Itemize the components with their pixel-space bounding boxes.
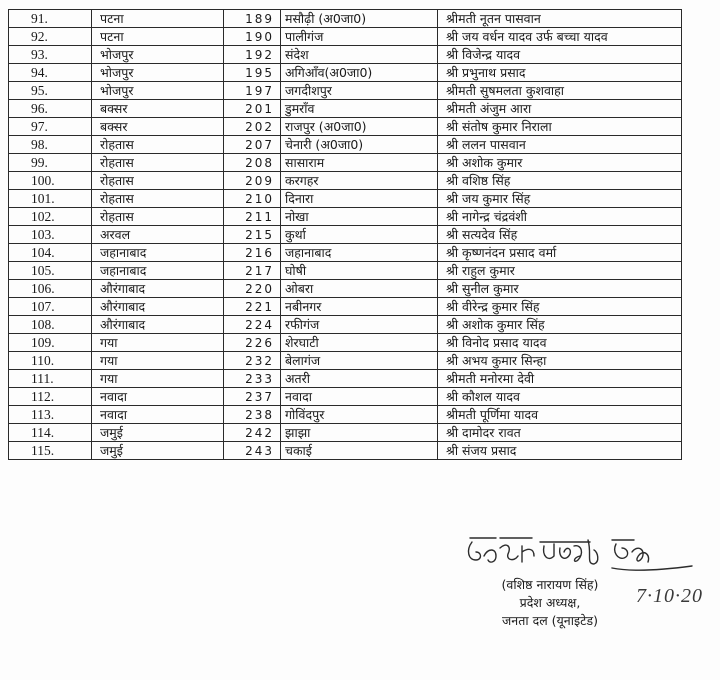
constituency-number-cell: 224 xyxy=(224,316,281,334)
candidate-name-cell: श्रीमती अंजुम आरा xyxy=(438,100,682,118)
constituency-number-cell: 209 xyxy=(224,172,281,190)
constituency-number-cell: 221 xyxy=(224,298,281,316)
district-cell: भोजपुर xyxy=(92,82,224,100)
constituency-name-cell: चेनारी (अ0जा0) xyxy=(281,136,438,154)
district-cell: गया xyxy=(92,352,224,370)
signature-block xyxy=(440,530,720,660)
table-row xyxy=(9,46,682,64)
table-row xyxy=(9,244,682,262)
signature-date: 7·10·20 xyxy=(636,585,703,607)
table-row xyxy=(9,262,682,280)
handwritten-signature xyxy=(462,530,712,582)
candidate-name-cell: श्री प्रभुनाथ प्रसाद xyxy=(438,64,682,82)
constituency-name-cell: अतरी xyxy=(281,370,438,388)
candidate-name-cell: श्री विनोद प्रसाद यादव xyxy=(438,334,682,352)
constituency-number-cell: 243 xyxy=(224,442,281,460)
table-row xyxy=(9,370,682,388)
serial-number-cell: 94. xyxy=(9,64,92,82)
district-cell: रोहतास xyxy=(92,208,224,226)
constituency-number-cell: 215 xyxy=(224,226,281,244)
serial-number-cell: 100. xyxy=(9,172,92,190)
candidate-name-cell: श्री ललन पासवान xyxy=(438,136,682,154)
serial-number-cell: 105. xyxy=(9,262,92,280)
district-cell: भोजपुर xyxy=(92,46,224,64)
constituency-name-cell: गोविंदपुर xyxy=(281,406,438,424)
serial-number-cell: 104. xyxy=(9,244,92,262)
table-row xyxy=(9,136,682,154)
district-cell: नवादा xyxy=(92,406,224,424)
signatory-name: (वशिष्ठ नारायण सिंह) xyxy=(501,577,599,592)
table-row xyxy=(9,100,682,118)
table-row xyxy=(9,64,682,82)
district-cell: औरंगाबाद xyxy=(92,298,224,316)
constituency-name-cell: शेरघाटी xyxy=(281,334,438,352)
district-cell: गया xyxy=(92,334,224,352)
serial-number-cell: 101. xyxy=(9,190,92,208)
constituency-name-cell: मसौढ़ी (अ0जा0) xyxy=(281,10,438,28)
serial-number-cell: 98. xyxy=(9,136,92,154)
constituency-name-cell: कुर्था xyxy=(281,226,438,244)
constituency-number-cell: 217 xyxy=(224,262,281,280)
constituency-name-cell: करगहर xyxy=(281,172,438,190)
district-cell: रोहतास xyxy=(92,136,224,154)
constituency-name-cell: राजपुर (अ0जा0) xyxy=(281,118,438,136)
candidate-name-cell: श्री अभय कुमार सिन्हा xyxy=(438,352,682,370)
constituency-name-cell: दिनारा xyxy=(281,190,438,208)
serial-number-cell: 93. xyxy=(9,46,92,64)
candidate-name-cell: श्रीमती पूर्णिमा यादव xyxy=(438,406,682,424)
candidate-name-cell: श्री अशोक कुमार सिंह xyxy=(438,316,682,334)
serial-number-cell: 109. xyxy=(9,334,92,352)
district-cell: पटना xyxy=(92,28,224,46)
constituency-number-cell: 192 xyxy=(224,46,281,64)
table-row xyxy=(9,208,682,226)
constituency-name-cell: चकाई xyxy=(281,442,438,460)
table-row xyxy=(9,82,682,100)
signatory-party: जनता दल (यूनाइटेड) xyxy=(502,613,598,628)
constituency-number-cell: 197 xyxy=(224,82,281,100)
candidate-name-cell: श्री संतोष कुमार निराला xyxy=(438,118,682,136)
serial-number-cell: 110. xyxy=(9,352,92,370)
serial-number-cell: 95. xyxy=(9,82,92,100)
serial-number-cell: 114. xyxy=(9,424,92,442)
constituency-number-cell: 189 xyxy=(224,10,281,28)
district-cell: रोहतास xyxy=(92,154,224,172)
district-cell: रोहतास xyxy=(92,172,224,190)
candidate-name-cell: श्री अशोक कुमार xyxy=(438,154,682,172)
district-cell: बक्सर xyxy=(92,100,224,118)
table-row xyxy=(9,118,682,136)
table-row xyxy=(9,442,682,460)
constituency-name-cell: अगिआँव(अ0जा0) xyxy=(281,64,438,82)
serial-number-cell: 107. xyxy=(9,298,92,316)
constituency-number-cell: 211 xyxy=(224,208,281,226)
candidate-name-cell: श्री राहुल कुमार xyxy=(438,262,682,280)
district-cell: अरवल xyxy=(92,226,224,244)
table-row xyxy=(9,190,682,208)
table-row xyxy=(9,406,682,424)
district-cell: औरंगाबाद xyxy=(92,280,224,298)
table-row xyxy=(9,424,682,442)
constituency-name-cell: डुमराँव xyxy=(281,100,438,118)
constituency-name-cell: नोखा xyxy=(281,208,438,226)
district-cell: पटना xyxy=(92,10,224,28)
constituency-name-cell: रफीगंज xyxy=(281,316,438,334)
constituency-number-cell: 190 xyxy=(224,28,281,46)
table-row xyxy=(9,226,682,244)
candidate-name-cell: श्री कौशल यादव xyxy=(438,388,682,406)
constituency-name-cell: संदेश xyxy=(281,46,438,64)
candidate-name-cell: श्रीमती नूतन पासवान xyxy=(438,10,682,28)
candidate-name-cell: श्री जय वर्धन यादव उर्फ बच्चा यादव xyxy=(438,28,682,46)
serial-number-cell: 91. xyxy=(9,10,92,28)
serial-number-cell: 115. xyxy=(9,442,92,460)
district-cell: जहानाबाद xyxy=(92,262,224,280)
constituency-name-cell: सासाराम xyxy=(281,154,438,172)
candidate-name-cell: श्री सुनील कुमार xyxy=(438,280,682,298)
candidate-table-body xyxy=(9,10,682,460)
serial-number-cell: 102. xyxy=(9,208,92,226)
district-cell: जहानाबाद xyxy=(92,244,224,262)
constituency-number-cell: 208 xyxy=(224,154,281,172)
serial-number-cell: 112. xyxy=(9,388,92,406)
serial-number-cell: 97. xyxy=(9,118,92,136)
constituency-number-cell: 210 xyxy=(224,190,281,208)
table-row xyxy=(9,172,682,190)
constituency-name-cell: जहानाबाद xyxy=(281,244,438,262)
serial-number-cell: 99. xyxy=(9,154,92,172)
candidate-name-cell: श्री कृष्णनंदन प्रसाद वर्मा xyxy=(438,244,682,262)
candidate-name-cell: श्री सत्यदेव सिंह xyxy=(438,226,682,244)
constituency-name-cell: पालीगंज xyxy=(281,28,438,46)
serial-number-cell: 106. xyxy=(9,280,92,298)
constituency-name-cell: बेलागंज xyxy=(281,352,438,370)
constituency-number-cell: 216 xyxy=(224,244,281,262)
serial-number-cell: 111. xyxy=(9,370,92,388)
table-row xyxy=(9,316,682,334)
constituency-name-cell: झाझा xyxy=(281,424,438,442)
table-row xyxy=(9,388,682,406)
table-row xyxy=(9,280,682,298)
constituency-number-cell: 202 xyxy=(224,118,281,136)
candidate-name-cell: श्री संजय प्रसाद xyxy=(438,442,682,460)
signatory-designation: प्रदेश अध्यक्ष, xyxy=(519,595,581,610)
constituency-number-cell: 220 xyxy=(224,280,281,298)
district-cell: नवादा xyxy=(92,388,224,406)
table-row xyxy=(9,28,682,46)
district-cell: भोजपुर xyxy=(92,64,224,82)
serial-number-cell: 92. xyxy=(9,28,92,46)
candidate-name-cell: श्रीमती मनोरमा देवी xyxy=(438,370,682,388)
serial-number-cell: 96. xyxy=(9,100,92,118)
table-row xyxy=(9,352,682,370)
constituency-name-cell: घोषी xyxy=(281,262,438,280)
serial-number-cell: 113. xyxy=(9,406,92,424)
constituency-number-cell: 195 xyxy=(224,64,281,82)
district-cell: गया xyxy=(92,370,224,388)
candidate-name-cell: श्री वशिष्ठ सिंह xyxy=(438,172,682,190)
candidate-name-cell: श्री विजेन्द्र यादव xyxy=(438,46,682,64)
serial-number-cell: 103. xyxy=(9,226,92,244)
constituency-number-cell: 242 xyxy=(224,424,281,442)
constituency-number-cell: 237 xyxy=(224,388,281,406)
constituency-number-cell: 232 xyxy=(224,352,281,370)
constituency-number-cell: 207 xyxy=(224,136,281,154)
candidate-name-cell: श्री दामोदर रावत xyxy=(438,424,682,442)
candidate-name-cell: श्री जय कुमार सिंह xyxy=(438,190,682,208)
district-cell: बक्सर xyxy=(92,118,224,136)
table-row xyxy=(9,334,682,352)
constituency-name-cell: ओबरा xyxy=(281,280,438,298)
district-cell: जमुई xyxy=(92,442,224,460)
candidate-name-cell: श्री नागेन्द्र चंद्रवंशी xyxy=(438,208,682,226)
table-row xyxy=(9,10,682,28)
constituency-name-cell: नवादा xyxy=(281,388,438,406)
serial-number-cell: 108. xyxy=(9,316,92,334)
candidate-name-cell: श्री वीरेन्द्र कुमार सिंह xyxy=(438,298,682,316)
constituency-number-cell: 226 xyxy=(224,334,281,352)
table-row xyxy=(9,154,682,172)
constituency-name-cell: जगदीशपुर xyxy=(281,82,438,100)
candidate-name-cell: श्रीमती सुषमलता कुशवाहा xyxy=(438,82,682,100)
district-cell: औरंगाबाद xyxy=(92,316,224,334)
constituency-name-cell: नबीनगर xyxy=(281,298,438,316)
constituency-number-cell: 201 xyxy=(224,100,281,118)
table-row xyxy=(9,298,682,316)
constituency-number-cell: 238 xyxy=(224,406,281,424)
district-cell: रोहतास xyxy=(92,190,224,208)
constituency-number-cell: 233 xyxy=(224,370,281,388)
candidate-table xyxy=(8,9,682,460)
district-cell: जमुई xyxy=(92,424,224,442)
